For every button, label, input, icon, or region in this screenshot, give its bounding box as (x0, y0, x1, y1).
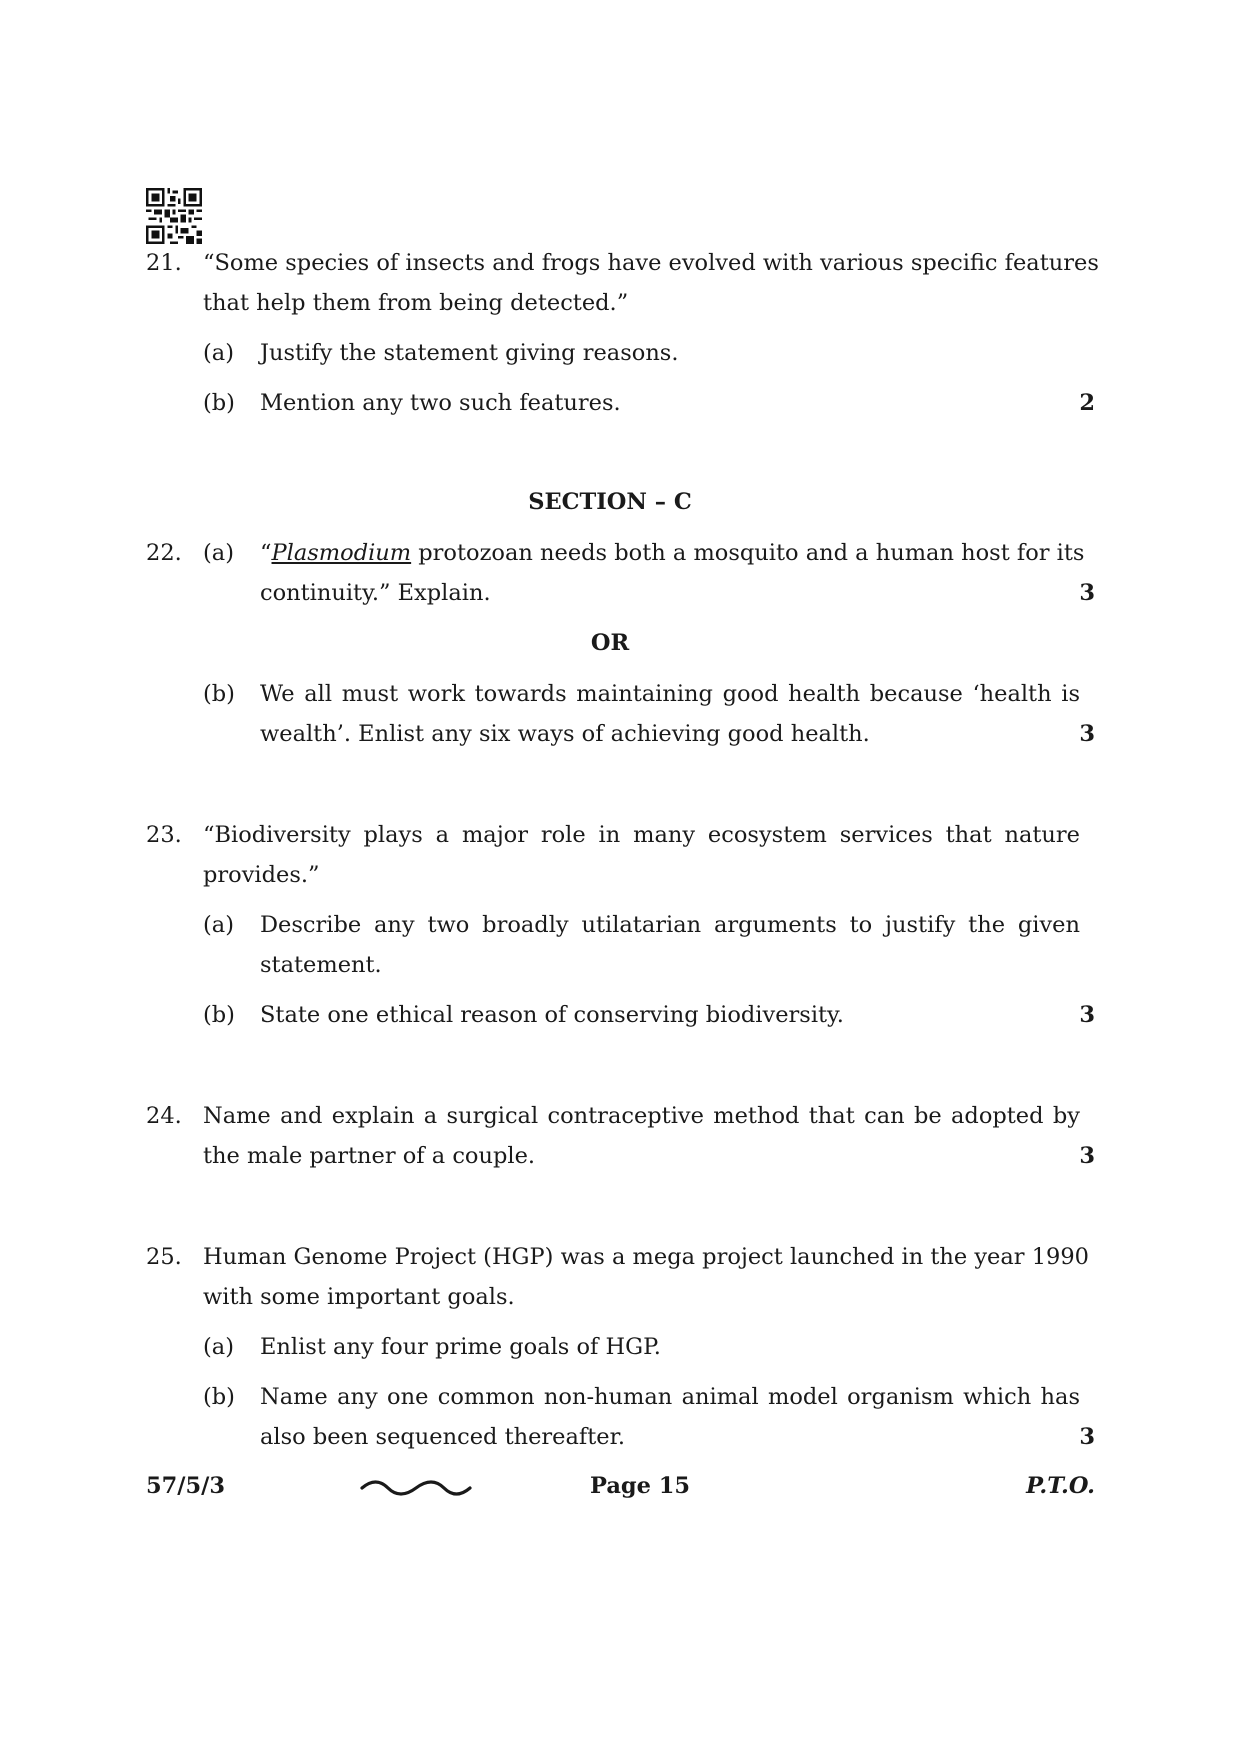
wavy-line-icon (360, 1476, 472, 1496)
q25-text-line2: with some important goals. (203, 1284, 515, 1310)
pto-label: P.T.O. (1026, 1473, 1095, 1499)
q22-b-marks: 3 (1079, 721, 1095, 747)
q22-a-label: (a) (203, 540, 234, 566)
q23-number: 23. (146, 822, 182, 848)
q25-number: 25. (146, 1244, 182, 1270)
section-title: SECTION – C (528, 489, 692, 515)
qr-code-icon (146, 188, 202, 244)
q25-b-text-line1: Name any one common non-human animal model organism which has (260, 1384, 1080, 1410)
q22-a-marks: 3 (1079, 580, 1095, 606)
q22-number: 22. (146, 540, 182, 566)
q23-b-label: (b) (203, 1002, 235, 1028)
q23-a-label: (a) (203, 912, 234, 938)
q25-b-text-line2: also been sequenced thereafter. (260, 1424, 626, 1450)
q23-marks: 3 (1079, 1002, 1095, 1028)
q22-a-line1-rest: protozoan needs both a mosquito and a human host for its (411, 540, 1085, 566)
q22-b-text-line1: We all must work towards maintaining good health because ‘health is (260, 681, 1080, 707)
q22-b-label: (b) (203, 681, 235, 707)
q25-text-line1: Human Genome Project (HGP) was a mega project launched in the year 1990 (203, 1244, 1089, 1270)
q21-number: 21. (146, 250, 182, 276)
q24-number: 24. (146, 1103, 182, 1129)
q23-b-text: State one ethical reason of conserving biodiversity. (260, 1002, 844, 1028)
q21-a-label: (a) (203, 340, 234, 366)
q25-b-label: (b) (203, 1384, 235, 1410)
q25-a-label: (a) (203, 1334, 234, 1360)
q21-text-line1: “Some species of insects and frogs have evolved with various specific features (203, 250, 1099, 276)
q21-a-text: Justify the statement giving reasons. (260, 340, 679, 366)
q24-text-line1: Name and explain a surgical contraceptive method that can be adopted by (203, 1103, 1080, 1129)
q23-text-line2: provides.” (203, 862, 320, 888)
plasmodium-term: Plasmodium (271, 540, 412, 566)
q24-marks: 3 (1079, 1143, 1095, 1169)
q25-a-text: Enlist any four prime goals of HGP. (260, 1334, 661, 1360)
q23-a-text-line1: Describe any two broadly utilatarian arguments to justify the given (260, 912, 1080, 938)
q24-text-line2: the male partner of a couple. (203, 1143, 536, 1169)
q22-a-text-line1 (260, 533, 1085, 573)
q21-text-line2: that help them from being detected.” (203, 290, 629, 316)
q21-b-label: (b) (203, 390, 235, 416)
q23-text-line1: “Biodiversity plays a major role in many ecosystem services that nature (203, 822, 1080, 848)
footer-code: 57/5/3 (146, 1473, 226, 1499)
q25-marks: 3 (1079, 1424, 1095, 1450)
q21-b-text: Mention any two such features. (260, 390, 621, 416)
page-number: Page 15 (590, 1473, 691, 1499)
or-label: OR (590, 630, 630, 656)
q21-marks: 2 (1079, 390, 1095, 416)
q22-a-quote: “ (260, 540, 272, 566)
q22-b-text-line2: wealth’. Enlist any six ways of achieving good health. (260, 721, 870, 747)
q22-a-text-line2: continuity.” Explain. (260, 580, 491, 606)
q23-a-text-line2: statement. (260, 952, 382, 978)
